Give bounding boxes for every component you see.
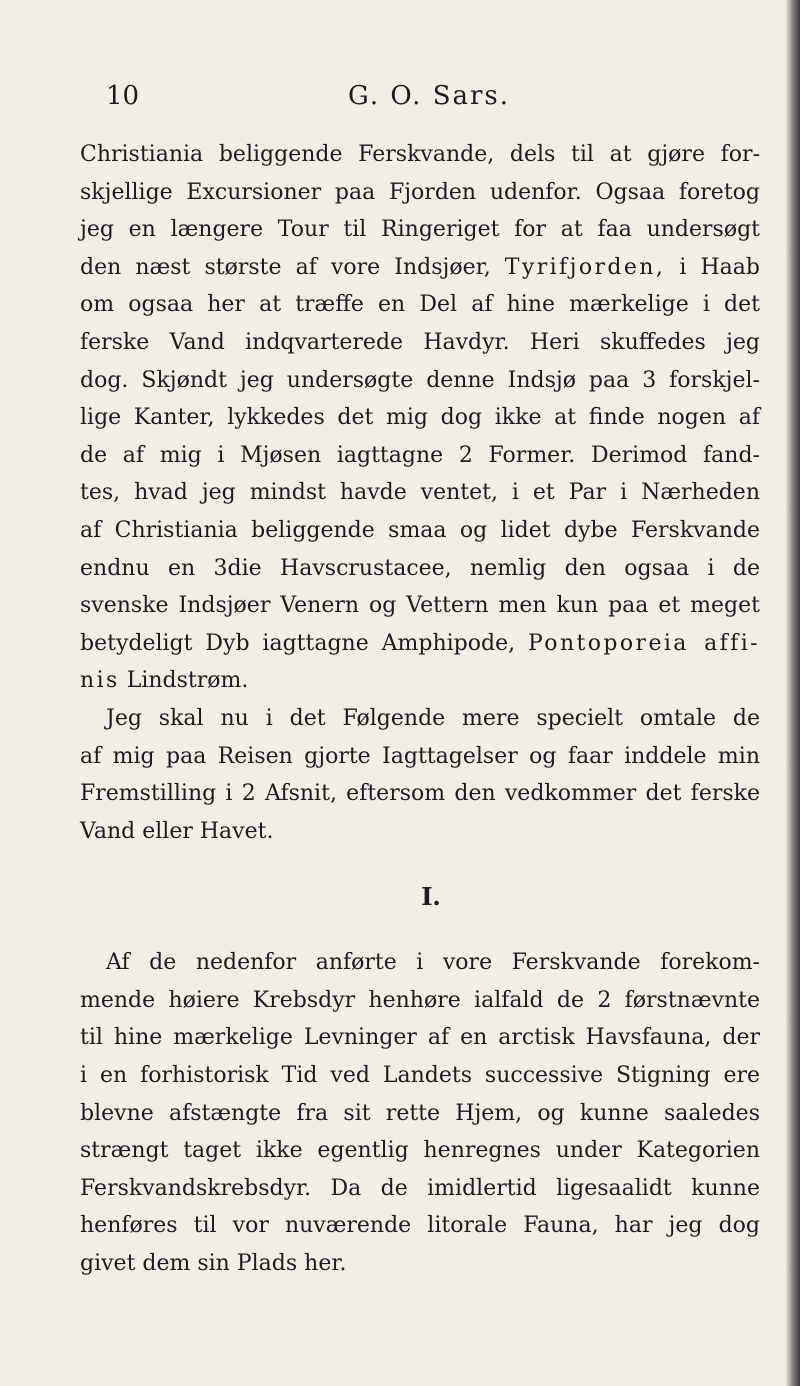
text-line: Fremstilling i 2 Afsnit, eftersom den vedkommer det ferske bbox=[80, 781, 760, 807]
text-line: om ogsaa her at træffe en Del af hine mærkelige i det bbox=[80, 292, 760, 318]
text-line: skjellige Excursioner paa Fjorden udenfor. Ogsaa foretog bbox=[80, 179, 760, 205]
text-line: Christiania beliggende Ferskvande, dels til at gjøre for- bbox=[80, 142, 760, 167]
species-name-pontoporeia: Pontoporeia affi- bbox=[528, 630, 760, 656]
text-line: endnu en 3die Havscrustacee, nemlig den ogsaa i de bbox=[80, 555, 760, 581]
text-run: den næst største af vore Indsjøer, bbox=[80, 254, 491, 280]
paragraph-continuation bbox=[80, 136, 760, 700]
running-head: G. O. Sars. bbox=[348, 81, 511, 111]
text-line bbox=[80, 249, 760, 287]
page-number: 10 bbox=[106, 81, 140, 111]
section-spacer bbox=[80, 920, 760, 944]
species-name-affinis: nis bbox=[80, 668, 120, 694]
text-line: de af mig i Mjøsen iagttagne 2 Former. Derimod fand- bbox=[80, 442, 760, 468]
text-line bbox=[80, 662, 760, 700]
text-line: mende høiere Krebsdyr henhøre ialfald de 2 førstnævnte bbox=[80, 987, 760, 1013]
section-heading: I. bbox=[421, 882, 441, 912]
place-name-tyrifjorden: Tyrifjorden, bbox=[504, 254, 666, 280]
text-line: givet dem sin Plads her. bbox=[80, 1251, 347, 1277]
text-line: dog. Skjøndt jeg undersøgte denne Indsjø paa 3 forskjel- bbox=[80, 367, 760, 393]
page-edge-shadow bbox=[786, 0, 800, 1386]
text-run: i Haab bbox=[679, 254, 760, 280]
text-line: henføres til vor nuværende litorale Fauna, har jeg dog bbox=[80, 1213, 760, 1239]
text-line: i en forhistorisk Tid ved Landets successive Stigning ere bbox=[80, 1063, 760, 1089]
body-text bbox=[80, 136, 760, 1283]
page-header bbox=[80, 76, 760, 116]
text-line: strængt taget ikke egentlig henregnes under Kategorien bbox=[80, 1138, 760, 1164]
text-line: Vand eller Havet. bbox=[80, 818, 274, 844]
text-line: af Christiania beliggende smaa og lidet dybe Ferskvande bbox=[80, 517, 760, 543]
text-line bbox=[80, 625, 760, 663]
text-line: blevne afstængte fra sit rette Hjem, og kunne saaledes bbox=[80, 1100, 760, 1126]
text-line: lige Kanter, lykkedes det mig dog ikke at finde nogen af bbox=[80, 405, 760, 431]
text-line: jeg en længere Tour til Ringeriget for at faa undersøgt bbox=[80, 217, 760, 243]
text-line: ferske Vand indqvarterede Havdyr. Heri skuffedes jeg bbox=[80, 329, 760, 355]
text-run: betydeligt Dyb iagttagne Amphipode, bbox=[80, 630, 516, 656]
text-line: Ferskvandskrebsdyr. Da de imidlertid ligesaalidt kunne bbox=[80, 1175, 760, 1201]
paragraph-section-one bbox=[80, 944, 760, 1282]
section-spacer bbox=[80, 850, 760, 874]
author-name: Lindstrøm. bbox=[126, 668, 249, 694]
text-line: til hine mærkelige Levninger af en arctisk Havsfauna, der bbox=[80, 1025, 760, 1051]
paragraph-following bbox=[80, 700, 760, 850]
text-line: Af de nedenfor anførte i vore Ferskvande forekom- bbox=[106, 950, 760, 976]
text-line: Jeg skal nu i det Følgende mere specielt omtale de bbox=[106, 705, 760, 731]
text-line: tes, hvad jeg mindst havde ventet, i et Par i Nærheden bbox=[80, 480, 760, 506]
text-line: af mig paa Reisen gjorte Iagttagelser og faar inddele min bbox=[80, 743, 760, 769]
text-line: svenske Indsjøer Venern og Vettern men kun paa et meget bbox=[80, 593, 760, 619]
